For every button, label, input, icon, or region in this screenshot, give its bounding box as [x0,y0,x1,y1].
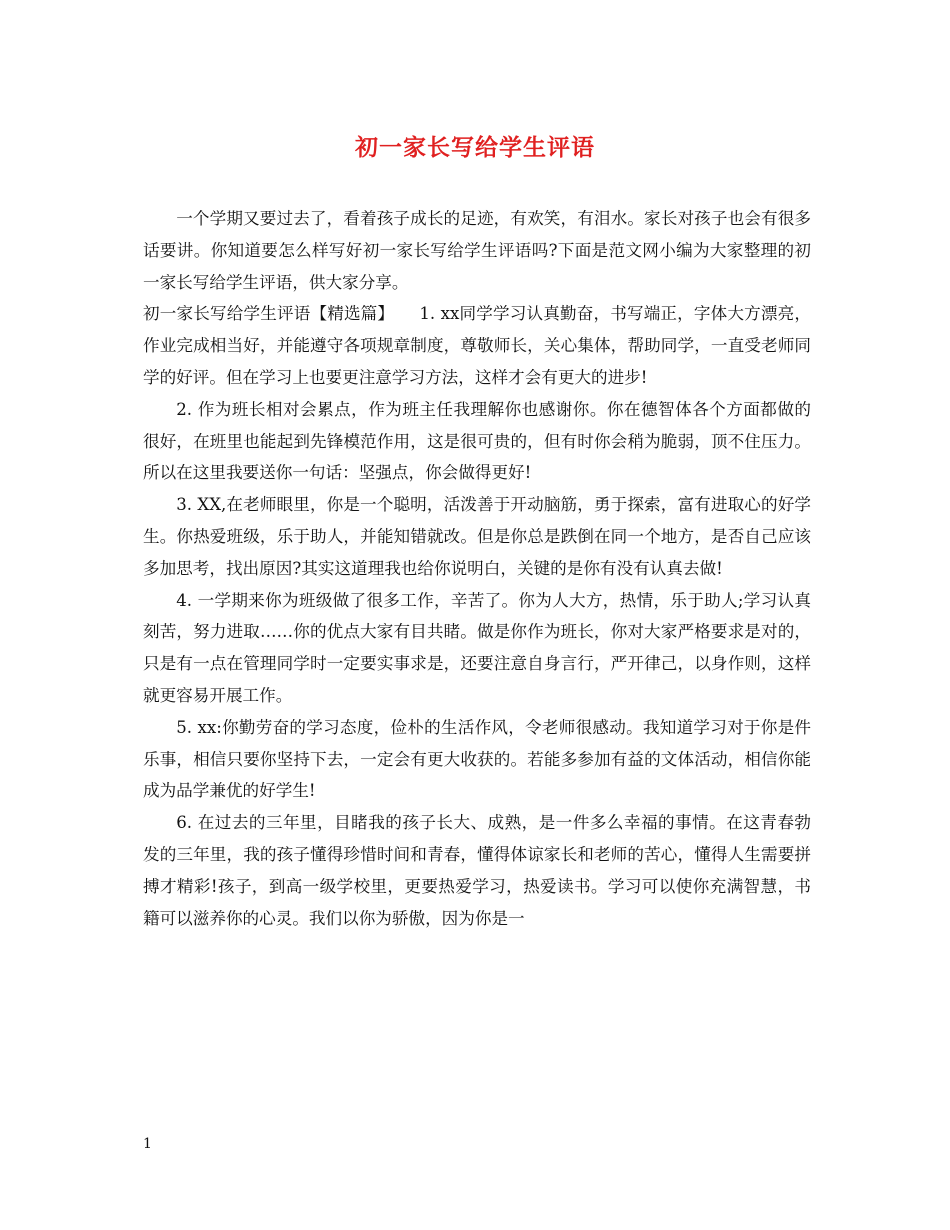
paragraph-item-3: 3. XX,在老师眼里，你是一个聪明，活泼善于开动脑筋，勇于探索，富有进取心的好学生。你热爱班级，乐于助人，并能知错就改。但是你总是跌倒在同一个地方，是否自己应该多加思考，找出原因?其实这道理我也给你说明白，关键的是你有没有认真去做! [143,495,811,578]
paragraph-item-1: 初一家长写给学生评语【精选篇】 1. xx同学学习认真勤奋，书写端正，字体大方漂亮，作业完成相当好，并能遵守各项规章制度，尊敬师长，关心集体，帮助同学，一直受老师同学的好评。但在学习上也要更注意学习方法，这样才会有更大的进步! [143,304,811,387]
page-number: 1 [143,1136,152,1152]
paragraph-item-5: 5. xx:你勤劳奋的学习态度，俭朴的生活作风，令老师很感动。我知道学习对于你是件乐事，相信只要你坚持下去，一定会有更大收获的。若能多参加有益的文体活动，相信你能成为品学兼优的好学生! [143,717,811,801]
paragraph-item-2: 2. 作为班长相对会累点，作为班主任我理解你也感谢你。你在德智体各个方面都做的很好，在班里也能起到先锋模范作用，这是很可贵的，但有时你会稍为脆弱，顶不住压力。所以在这里我要送你一句话：坚强点，你会做得更好! [143,399,811,483]
page-title: 初一家长写给学生评语 [355,134,595,161]
paragraph-item-6: 6. 在过去的三年里，目睹我的孩子长大、成熟，是一件多么幸福的事情。在这青春勃发的三年里，我的孩子懂得珍惜时间和青春，懂得体谅家长和老师的苦心，懂得人生需要拼搏才精彩!孩子，到高一级学校里，更要热爱学习，热爱读书。学习可以使你充满智慧，书籍可以滋养你的心灵。我们以你为骄傲，因为你是一 [143,813,811,928]
paragraph-item-4: 4. 一学期来你为班级做了很多工作，辛苦了。你为人大方，热情，乐于助人;学习认真刻苦，努力进取……你的优点大家有目共睹。做是你作为班长，你对大家严格要求是对的，只是有一点在管理同学时一定要实事求是，还要注意自身言行，严开律己，以身作则，这样就更容易开展工作。 [143,590,811,705]
document-body [143,203,811,934]
paragraph-intro: 一个学期又要过去了，看着孩子成长的足迹，有欢笑，有泪水。家长对孩子也会有很多话要讲。你知道要怎么样写好初一家长写给学生评语吗?下面是范文网小编为大家整理的初一家长写给学生评语，供大家分享。 [143,209,811,292]
